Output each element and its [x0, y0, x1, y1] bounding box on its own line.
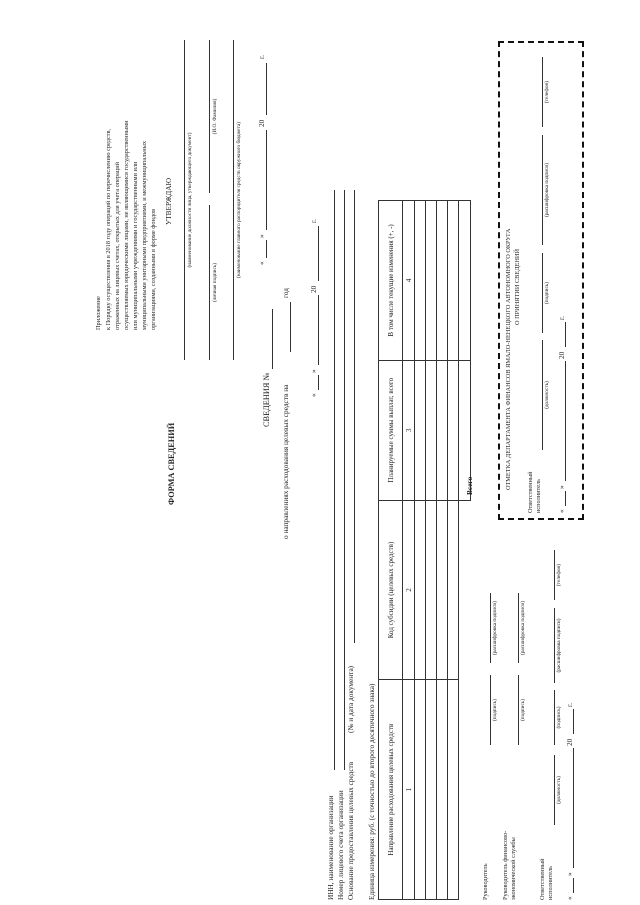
table-row: [415, 201, 426, 900]
table-header-row: [379, 201, 403, 900]
head-label: Руководитель: [482, 863, 489, 900]
exec-sign-caption: (подпись): [556, 706, 562, 729]
sig-date-close: »: [565, 872, 574, 876]
doc-date-day-line: [318, 375, 319, 390]
fin-sign-line: [518, 675, 519, 745]
sig-date-day-line: [573, 878, 574, 893]
doc-date-open: «: [309, 393, 318, 397]
approve-fio-caption: (И.О. Фамилия): [212, 98, 218, 135]
approve-signature-caption: (личная подпись): [212, 262, 218, 303]
fin-fio-caption: (расшифровка подписи): [520, 600, 526, 656]
dept-phone-line: [542, 57, 543, 127]
header-changes: В том числе текущие изменения (+, -): [379, 201, 403, 361]
dept-date-year: 20: [557, 351, 566, 359]
doc-date-year-line: [318, 226, 319, 281]
approve-position-line: [184, 40, 185, 360]
dept-pos-caption: (должность): [544, 381, 550, 409]
doc-date-g: г.: [309, 219, 318, 223]
total-label: Всего: [465, 476, 474, 495]
dept-date-day-line: [565, 491, 566, 506]
exec-fio-line: [554, 608, 555, 683]
appendix-line: муниципальными унитарными предприятиями, и межмуниципальных: [141, 141, 148, 330]
dept-fio-line: [542, 135, 543, 245]
dept-title-2: О ПРИНЯТИИ СВЕДЕНИЙ: [514, 248, 521, 325]
fin-head-label: экономической службы: [510, 837, 517, 900]
dept-sign-line: [542, 253, 543, 333]
approve-budget-line: [233, 40, 234, 360]
exec-label: Ответственный: [539, 858, 546, 900]
org-inn-line: [334, 190, 335, 770]
sig-date-g: г.: [565, 703, 574, 707]
unit-label: Единица измерения: руб. (с точностью до второго десятичного знака): [367, 683, 376, 900]
dept-date-close: »: [557, 485, 566, 489]
approve-signature-line: [209, 205, 210, 360]
table-number-row: [403, 201, 415, 900]
exec-pos-line: [554, 755, 555, 825]
appendix-line: отраженных на лицевых счетах, открытых для учета операций: [114, 162, 121, 330]
exec-label: исполнитель: [547, 865, 554, 900]
appendix-line: или муниципальными учреждениями и государственными или: [132, 161, 139, 330]
exec-fio-caption: (расшифровка подписи): [556, 618, 562, 673]
exec-pos-caption: (должность): [556, 776, 562, 804]
fin-sign-caption: (подпись): [520, 699, 526, 721]
sig-date-year: 20: [565, 738, 574, 746]
org-account-label: Номер лицевого счета организации: [336, 790, 345, 900]
org-basis-line: [354, 190, 355, 643]
approve-date-open: «: [257, 261, 266, 265]
appendix-line: к Порядку осуществления в 2018 году операций по перечислению средств,: [105, 128, 112, 330]
table-total-row: [459, 201, 471, 900]
exec-phone-caption: (телефон): [556, 563, 562, 587]
org-basis-caption: (№ и дата документа): [346, 665, 355, 733]
exec-sign-line: [554, 690, 555, 745]
approve-date-year-line: [266, 63, 267, 115]
header-code: Код субсидии (целевых средств): [379, 500, 403, 680]
doc-number-line: [272, 309, 273, 369]
dept-fio-caption: (расшифровка подписи): [544, 162, 550, 218]
approve-date-close: »: [257, 234, 266, 238]
table-row: [437, 201, 448, 900]
header-planned: Планируемые суммы выплат, всего: [379, 360, 403, 500]
appendix-line: Приложение: [95, 296, 102, 330]
doc-date-month-line: [318, 295, 319, 365]
exec-phone-line: [554, 550, 555, 600]
appendix-line: осуществляемых юридическими лицами, не являющимися государственными: [123, 120, 130, 330]
approve-date-year: 20: [257, 119, 266, 127]
org-account-line: [344, 190, 345, 770]
dept-date-open: «: [557, 509, 566, 513]
dept-sign-caption: (подпись): [544, 282, 550, 304]
col-number: 3: [403, 360, 415, 500]
doc-title: СВЕДЕНИЯ №: [262, 372, 271, 427]
fin-fio-line: [518, 593, 519, 663]
dept-phone-caption: (телефон): [544, 80, 550, 104]
head-fio-caption: (расшифровка подписи): [492, 600, 498, 656]
org-inn-label: ИНН, наименование организации: [326, 795, 335, 900]
doc-year-line: [290, 302, 291, 352]
approve-fio-line: [209, 40, 210, 193]
approve-date-day-line: [266, 240, 267, 258]
col-number: 2: [403, 500, 415, 680]
head-fio-line: [490, 593, 491, 663]
approve-title: УТВЕРЖДАЮ: [164, 177, 173, 225]
sig-date-open: «: [565, 896, 574, 900]
approve-budget-caption: (наименование главного распорядителя средств окружного бюджета): [236, 121, 242, 279]
doc-date-close: »: [309, 369, 318, 373]
fin-head-label: Руководитель финансово-: [502, 830, 509, 900]
dept-date-year-line: [565, 322, 566, 347]
form-title: ФОРМА СВЕДЕНИЙ: [167, 422, 176, 505]
sig-date-month-line: [573, 748, 574, 868]
head-sign-line: [490, 675, 491, 745]
approve-position-caption: (наименование должности лица, утверждающего документ): [187, 132, 193, 268]
dept-date-month-line: [565, 361, 566, 481]
col-number: 1: [403, 680, 415, 900]
approve-date-month-line: [266, 130, 267, 230]
sig-date-year-line: [573, 709, 574, 734]
col-number: 4: [403, 201, 415, 361]
table-row: [426, 201, 437, 900]
dept-pos-line: [542, 340, 543, 450]
approve-date-g: г.: [257, 55, 266, 59]
table-row: [448, 201, 459, 900]
head-sign-caption: (подпись): [492, 699, 498, 721]
dept-date-g: г.: [557, 316, 566, 320]
appendix-line: организациями, созданными в форме фондов: [150, 208, 157, 330]
org-basis-label: Основание предоставления целевых средств: [346, 761, 355, 900]
doc-subtitle-pre: о направлениях расходования целевых средств на: [281, 384, 290, 539]
header-direction: Направление расходования целевых средств: [379, 680, 403, 900]
doc-subtitle-post: год: [281, 288, 290, 298]
dept-exec-label: Ответственный: [527, 471, 534, 513]
doc-date-year: 20: [309, 285, 318, 293]
expense-table: [378, 200, 474, 900]
dept-title: ОТМЕТКА ДЕПАРТАМЕНТА ФИНАНСОВ ЯМАЛО-НЕНЕЦКОГО АВТОНОМНОГО ОКРУГА: [505, 228, 512, 490]
dept-exec-label: исполнитель: [535, 478, 542, 513]
